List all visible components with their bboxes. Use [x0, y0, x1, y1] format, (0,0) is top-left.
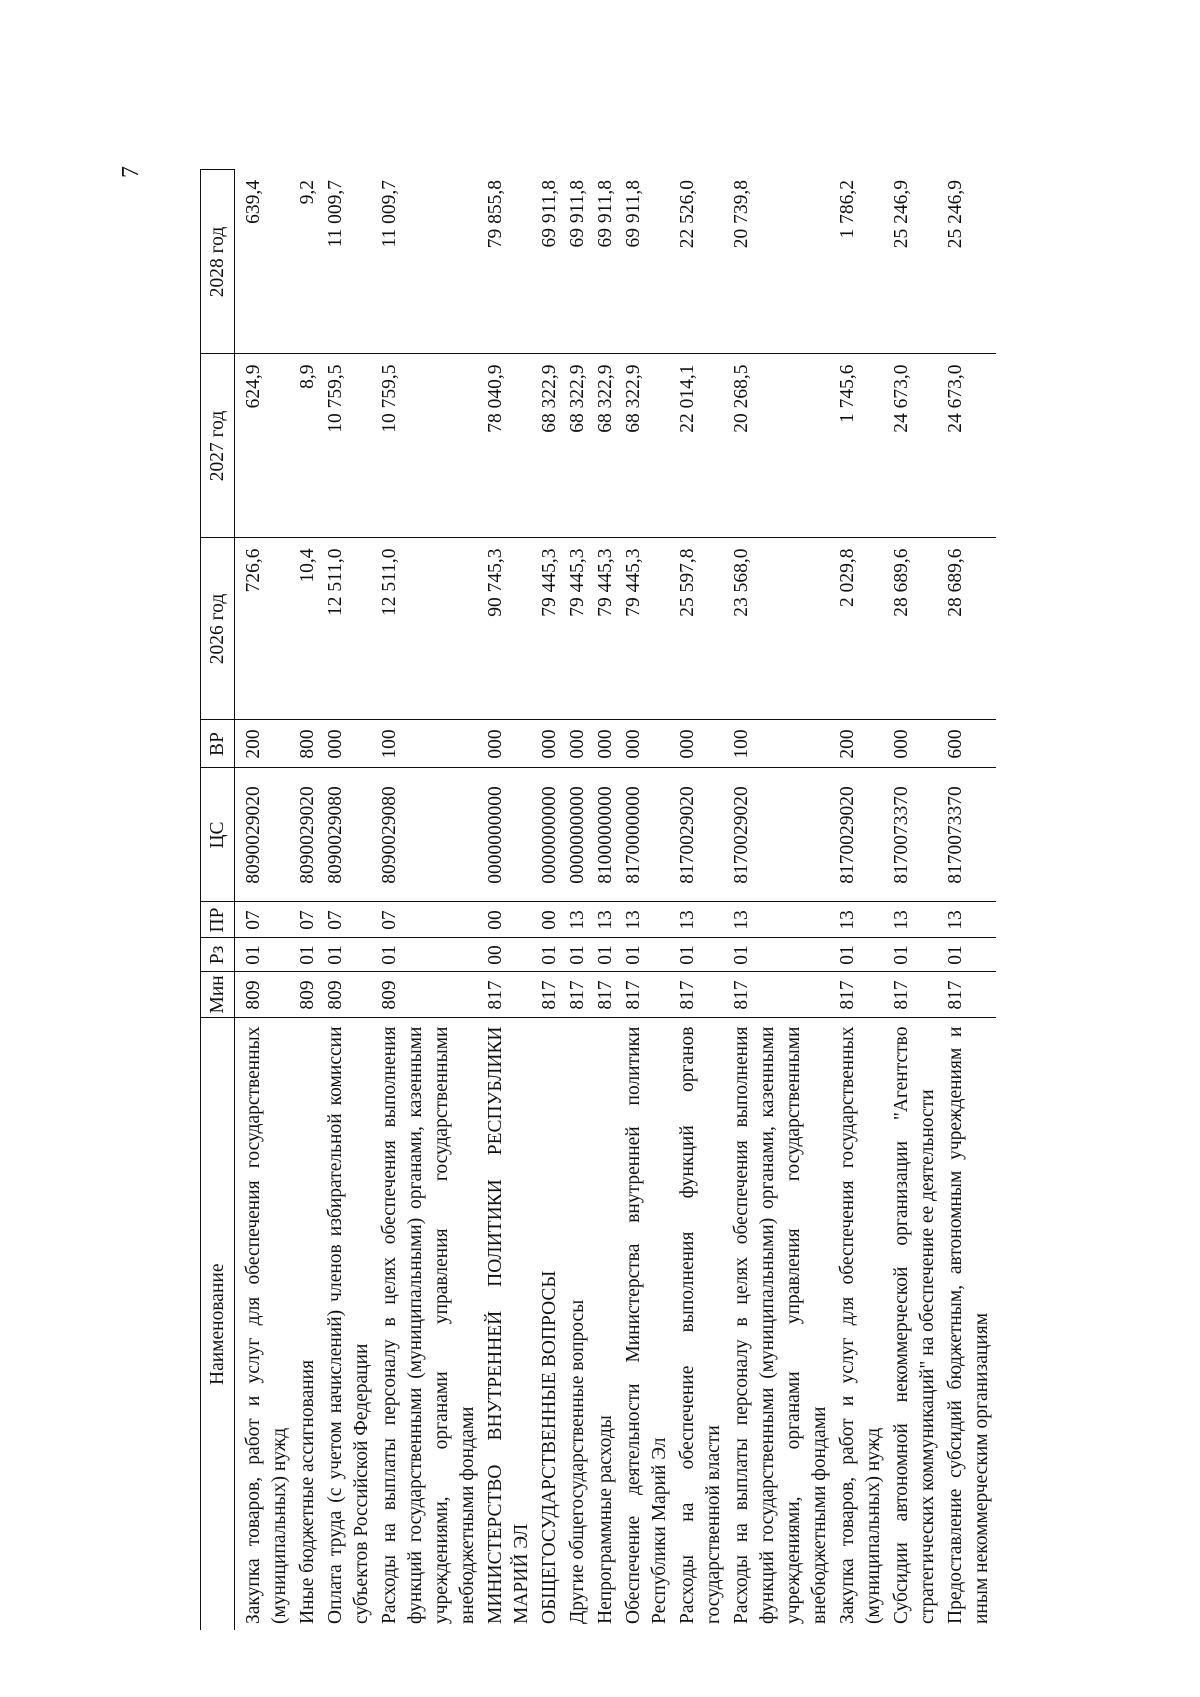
table-row [564, 170, 592, 1630]
cell-cs: 0000000000 [536, 768, 564, 902]
cell-pr: 13 [674, 902, 728, 938]
cell-2027: 624,9 [235, 354, 295, 538]
cell-cs: 8090029020 [235, 768, 295, 902]
cell-pr: 07 [376, 902, 482, 938]
cell-rz: 01 [536, 938, 564, 972]
cell-2026: 2 029,8 [834, 538, 888, 720]
cell-2028: 22 526,0 [674, 170, 728, 354]
header-2026: 2026 год [201, 538, 235, 720]
cell-vr: 600 [942, 720, 996, 768]
cell-name: МИНИСТЕРСТВО ВНУТРЕННЕЙ ПОЛИТИКИ РЕСПУБЛИКИ МАРИЙ ЭЛ [485, 1026, 532, 1624]
cell-2027: 1 745,6 [834, 354, 888, 538]
cell-2026: 28 689,6 [942, 538, 996, 720]
cell-cs: 0000000000 [482, 768, 536, 902]
cell-2028: 69 911,8 [620, 170, 674, 354]
page-number: 7 [118, 166, 144, 178]
cell-2026: 726,6 [235, 538, 295, 720]
table-row [322, 170, 376, 1630]
header-min: Мин [201, 972, 235, 1018]
cell-2026: 25 597,8 [674, 538, 728, 720]
table-row [482, 170, 536, 1630]
cell-2026: 28 689,6 [888, 538, 942, 720]
rotated-page-content [200, 170, 1020, 1630]
cell-name: Оплата труда (с учетом начислений) членов избирательной комиссии субъектов Российской Федерации [325, 1026, 372, 1624]
cell-min: 817 [834, 972, 888, 1018]
cell-cs: 8170029020 [834, 768, 888, 902]
cell-cs: 8170029020 [674, 768, 728, 902]
table-row [235, 170, 295, 1630]
cell-name: Предоставление субсидий бюджетным, автономным учреждениям и иным некоммерческим организациям [945, 1026, 992, 1624]
header-2028: 2028 год [201, 170, 235, 354]
cell-2027: 10 759,5 [322, 354, 376, 538]
cell-2027: 68 322,9 [536, 354, 564, 538]
cell-2026: 10,4 [294, 538, 322, 720]
cell-2027: 10 759,5 [376, 354, 482, 538]
cell-name: Иные бюджетные ассигнования [297, 1359, 318, 1624]
cell-min: 817 [564, 972, 592, 1018]
cell-min: 809 [294, 972, 322, 1018]
table-row [834, 170, 888, 1630]
cell-rz: 01 [235, 938, 295, 972]
cell-2027: 68 322,9 [592, 354, 620, 538]
cell-cs: 8090029020 [294, 768, 322, 902]
cell-pr: 07 [235, 902, 295, 938]
cell-2027: 24 673,0 [888, 354, 942, 538]
cell-2026: 12 511,0 [322, 538, 376, 720]
cell-pr: 13 [564, 902, 592, 938]
cell-cs: 8170073370 [888, 768, 942, 902]
cell-pr: 07 [322, 902, 376, 938]
cell-cs: 8090029080 [322, 768, 376, 902]
cell-vr: 000 [620, 720, 674, 768]
cell-pr: 13 [592, 902, 620, 938]
cell-min: 809 [235, 972, 295, 1018]
cell-min: 817 [674, 972, 728, 1018]
cell-2028: 9,2 [294, 170, 322, 354]
cell-2026: 90 745,3 [482, 538, 536, 720]
cell-vr: 000 [674, 720, 728, 768]
cell-pr: 13 [942, 902, 996, 938]
table-row [376, 170, 482, 1630]
cell-vr: 800 [294, 720, 322, 768]
cell-rz: 01 [564, 938, 592, 972]
cell-pr: 13 [728, 902, 834, 938]
cell-cs: 8170029020 [728, 768, 834, 902]
header-2027: 2027 год [201, 354, 235, 538]
cell-rz: 00 [482, 938, 536, 972]
cell-name: Расходы на обеспечение выполнения функций органов государственной власти [677, 1026, 724, 1624]
table-body [235, 170, 997, 1630]
cell-rz: 01 [834, 938, 888, 972]
cell-name: Обеспечение деятельности Министерства внутренней политики Республики Марий Эл [623, 1026, 670, 1624]
cell-2026: 79 445,3 [592, 538, 620, 720]
table-row [592, 170, 620, 1630]
table-row [674, 170, 728, 1630]
cell-2026: 79 445,3 [536, 538, 564, 720]
cell-name: ОБЩЕГОСУДАРСТВЕННЫЕ ВОПРОСЫ [539, 1270, 560, 1624]
header-vr: ВР [201, 720, 235, 768]
cell-vr: 000 [888, 720, 942, 768]
cell-min: 817 [728, 972, 834, 1018]
cell-pr: 00 [536, 902, 564, 938]
table-header [201, 170, 235, 1630]
cell-min: 817 [536, 972, 564, 1018]
cell-min: 817 [942, 972, 996, 1018]
cell-name: Расходы на выплаты персоналу в целях обеспечения выполнения функций государственными (муниципальными) органами, казенными учреждениями, органами управления государственными внебюджетными фондами [731, 1026, 830, 1624]
cell-rz: 01 [294, 938, 322, 972]
cell-2026: 79 445,3 [620, 538, 674, 720]
cell-2028: 69 911,8 [592, 170, 620, 354]
cell-vr: 000 [322, 720, 376, 768]
cell-2028: 25 246,9 [888, 170, 942, 354]
cell-name: Расходы на выплаты персоналу в целях обеспечения выполнения функций государственными (муниципальными) органами, казенными учреждениями, органами управления государственными внебюджетными фондами [379, 1026, 478, 1624]
cell-pr: 07 [294, 902, 322, 938]
cell-rz: 01 [322, 938, 376, 972]
cell-cs: 8170000000 [620, 768, 674, 902]
cell-cs: 0000000000 [564, 768, 592, 902]
cell-2028: 11 009,7 [376, 170, 482, 354]
table-row [536, 170, 564, 1630]
cell-min: 817 [620, 972, 674, 1018]
cell-rz: 01 [942, 938, 996, 972]
cell-2026: 79 445,3 [564, 538, 592, 720]
cell-2028: 639,4 [235, 170, 295, 354]
cell-vr: 000 [536, 720, 564, 768]
cell-2027: 68 322,9 [564, 354, 592, 538]
table-row [294, 170, 322, 1630]
cell-name: Закупка товаров, работ и услуг для обеспечения государственных (муниципальных) нужд [243, 1026, 290, 1624]
header-pr: ПР [201, 902, 235, 938]
cell-min: 809 [322, 972, 376, 1018]
cell-name: Закупка товаров, работ и услуг для обеспечения государственных (муниципальных) нужд [837, 1026, 884, 1624]
cell-cs: 8100000000 [592, 768, 620, 902]
cell-pr: 00 [482, 902, 536, 938]
cell-vr: 000 [482, 720, 536, 768]
cell-vr: 200 [235, 720, 295, 768]
cell-2027: 20 268,5 [728, 354, 834, 538]
budget-table [200, 170, 996, 1631]
header-cs: ЦС [201, 768, 235, 902]
cell-rz: 01 [376, 938, 482, 972]
cell-2028: 1 786,2 [834, 170, 888, 354]
cell-min: 817 [482, 972, 536, 1018]
cell-name: Другие общегосударственные вопросы [567, 1299, 588, 1624]
header-name: Наименование [201, 1018, 235, 1630]
table-row [942, 170, 996, 1630]
cell-2028: 79 855,8 [482, 170, 536, 354]
cell-rz: 01 [592, 938, 620, 972]
cell-pr: 13 [834, 902, 888, 938]
cell-2026: 12 511,0 [376, 538, 482, 720]
cell-2028: 25 246,9 [942, 170, 996, 354]
cell-pr: 13 [620, 902, 674, 938]
cell-min: 817 [592, 972, 620, 1018]
cell-cs: 8170073370 [942, 768, 996, 902]
cell-2027: 78 040,9 [482, 354, 536, 538]
cell-rz: 01 [728, 938, 834, 972]
cell-name: Субсидии автономной некоммерческой организации "Агентство стратегических коммуникаций" на обеспечение ее деятельности [891, 1026, 938, 1624]
cell-min: 817 [888, 972, 942, 1018]
cell-2028: 11 009,7 [322, 170, 376, 354]
cell-2027: 68 322,9 [620, 354, 674, 538]
cell-2027: 22 014,1 [674, 354, 728, 538]
cell-rz: 01 [620, 938, 674, 972]
table-row [728, 170, 834, 1630]
cell-pr: 13 [888, 902, 942, 938]
table-row [620, 170, 674, 1630]
cell-name: Непрограммные расходы [595, 1415, 616, 1624]
cell-rz: 01 [888, 938, 942, 972]
cell-2026: 23 568,0 [728, 538, 834, 720]
cell-cs: 8090029080 [376, 768, 482, 902]
cell-min: 809 [376, 972, 482, 1018]
cell-2027: 24 673,0 [942, 354, 996, 538]
cell-vr: 100 [728, 720, 834, 768]
cell-2028: 69 911,8 [536, 170, 564, 354]
cell-rz: 01 [674, 938, 728, 972]
cell-vr: 000 [564, 720, 592, 768]
header-rz: Рз [201, 938, 235, 972]
table-row [888, 170, 942, 1630]
cell-vr: 200 [834, 720, 888, 768]
cell-vr: 000 [592, 720, 620, 768]
cell-2027: 8,9 [294, 354, 322, 538]
cell-2028: 20 739,8 [728, 170, 834, 354]
cell-2028: 69 911,8 [564, 170, 592, 354]
cell-vr: 100 [376, 720, 482, 768]
